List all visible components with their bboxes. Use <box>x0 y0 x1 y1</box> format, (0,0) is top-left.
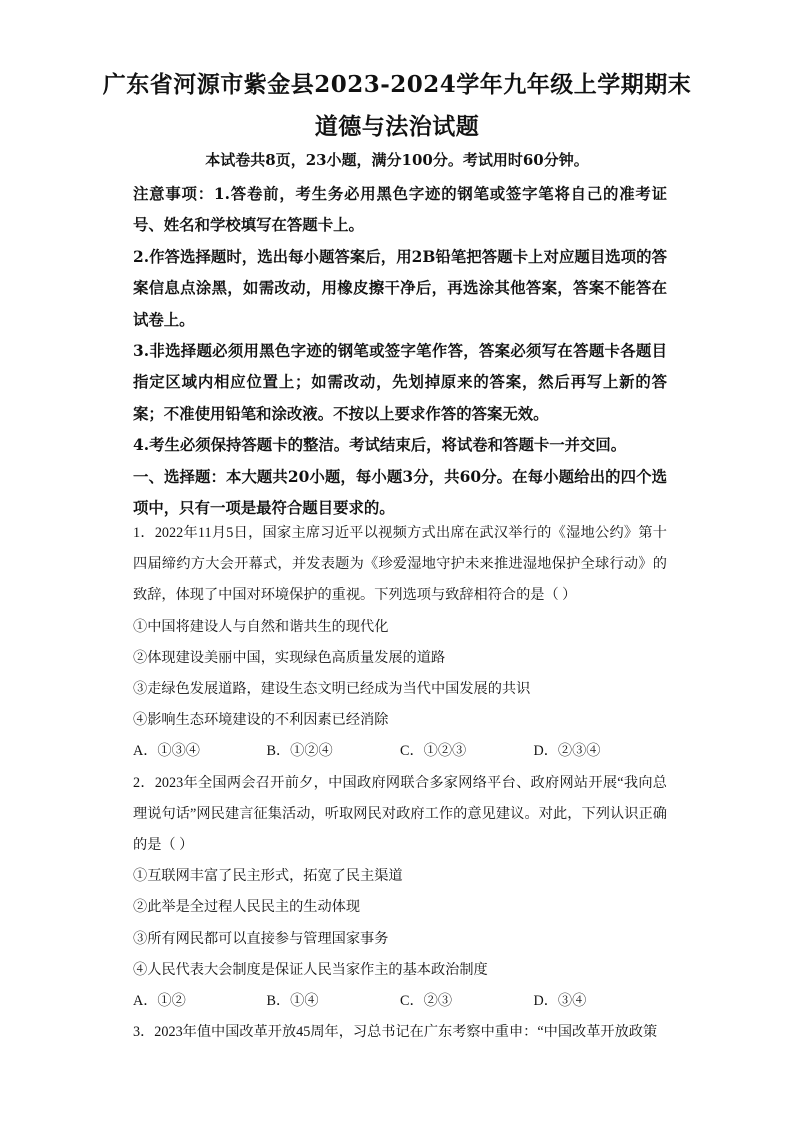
question-statement: ④影响生态环境建设的不利因素已经消除 <box>133 712 389 729</box>
question-statement: ③走绿色发展道路，建设生态文明已经成为当代中国发展的共识 <box>133 681 531 698</box>
question-statement: ②此举是全过程人民民主的生动体现 <box>133 899 361 916</box>
option-b: B．①②④ <box>266 743 333 760</box>
option-c: C．①②③ <box>400 743 467 760</box>
option-d: D．②③④ <box>533 743 601 760</box>
option-a: A．①② <box>133 993 186 1010</box>
question-statement: ①中国将建设人与自然和谐共生的现代化 <box>133 618 389 635</box>
question-statement: ③所有网民都可以直接参与管理国家事务 <box>133 930 389 947</box>
option-b: B．①④ <box>266 993 319 1010</box>
question-stem: 2．2023年全国两会召开前夕，中国政府网联合多家网络平台、政府网站开展“我向总理说句话”网民建言征集活动，听取网民对政府工作的意见建议。对此，下列认识正确的是（ ） <box>133 774 667 854</box>
instruction-3: 3.非选择题必须用黑色字迹的钢笔或签字笔作答，答案必须写在答题卡各题目指定区域内相应位置上；如需改动，先划掉原来的答案，然后再写上新的答案；不准使用铅笔和涂改液。不按以上要求作答的答案无效。 <box>133 342 667 423</box>
answer-options <box>133 986 667 1017</box>
instruction-2: 2.作答选择题时，选出每小题答案后，用2B铅笔把答题卡上对应题目选项的答案信息点涂黑，如需改动，用橡皮擦干净后，再选涂其他答案，答案不能答在试卷上。 <box>133 247 667 329</box>
option-a: A．①③④ <box>133 743 200 760</box>
question-statement: ②体现建设美丽中国，实现绿色高质量发展的道路 <box>133 649 446 666</box>
option-d: D．③④ <box>533 993 587 1010</box>
instructions <box>133 179 667 524</box>
question-3 <box>133 1017 667 1048</box>
option-c: C．②③ <box>400 993 453 1010</box>
exam-subtitle: 道德与法治试题 <box>314 113 480 140</box>
exam-info: 本试卷共8页，23小题，满分100分。考试用时60分钟。 <box>205 151 589 169</box>
question-statement: ④人民代表大会制度是保证人民当家作主的基本政治制度 <box>133 961 488 978</box>
question-stem: 1．2022年11月5日，国家主席习近平以视频方式出席在武汉举行的《湿地公约》第十四届缔约方大会开幕式，并发表题为《珍爱湿地守护未来推进湿地保护全球行动》的致辞，体现了中国对环境保护的重视。下列选项与致辞相符合的是（ ） <box>133 525 667 604</box>
instruction-4: 4.考生必须保持答题卡的整洁。考试结束后，将试卷和答题卡一并交回。 <box>133 436 627 455</box>
question-statement: ①互联网丰富了民主形式，拓宽了民主渠道 <box>133 868 403 885</box>
instruction-1: 注意事项：1.答卷前，考生务必用黑色字迹的钢笔或签字笔将自己的准考证号、姓名和学校填写在答题卡上。 <box>133 185 667 235</box>
question-stem: 3．2023年值中国改革开放45周年，习总书记在广东考察中重申：“中国改革开放政策 <box>133 1024 658 1041</box>
question-2 <box>133 768 667 1018</box>
exam-title: 广东省河源市紫金县2023-2024学年九年级上学期期末 <box>102 71 692 98</box>
section-heading: 一、选择题：本大题共20小题，每小题3分，共60分。在每小题给出的四个选项中，只有一项是最符合题目要求的。 <box>133 467 667 518</box>
question-1 <box>133 518 667 768</box>
answer-options <box>133 736 667 767</box>
question-list <box>133 518 667 1048</box>
